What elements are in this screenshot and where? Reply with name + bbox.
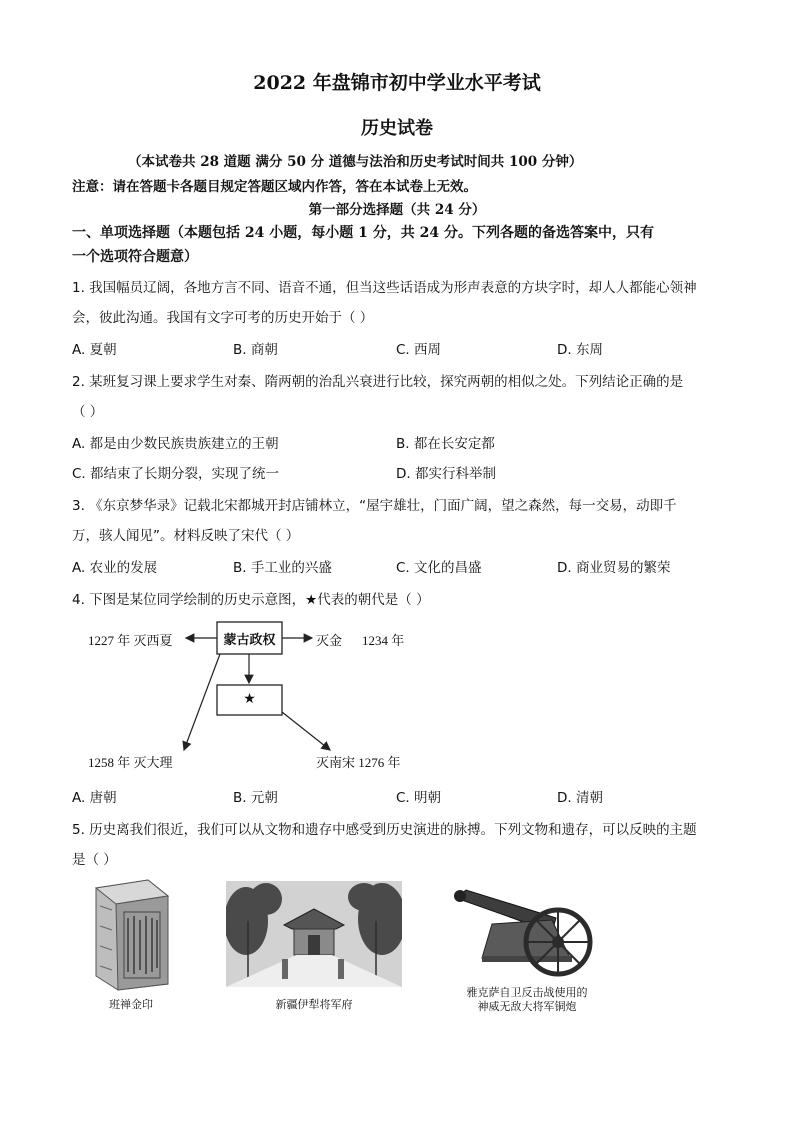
q4-option-c: C. 明朝 <box>396 790 442 806</box>
question-1-line1: 1. 我国幅员辽阔，各地方言不同、语音不通，但当这些话语成为形声表意的方块字时，却人人都能心领神 <box>72 280 697 296</box>
exam-title: 2022 年盘锦市初中学业水平考试 <box>253 72 541 94</box>
q1-option-c: C. 西周 <box>396 342 442 358</box>
q1-option-b: B. 商朝 <box>233 342 278 358</box>
q3-option-c: C. 文化的昌盛 <box>396 560 482 576</box>
label-jin-year: 1234 年 <box>362 633 405 648</box>
q1-option-a: A. 夏朝 <box>72 342 117 358</box>
question-4-line1: 4. 下图是某位同学绘制的历史示意图，★代表的朝代是（ ） <box>72 592 430 608</box>
caption-gold-seal: 班禅金印 <box>109 999 153 1011</box>
part-heading: 第一部分选择题（共 24 分） <box>308 202 486 218</box>
q2-option-c: C. 都结束了长期分裂，实现了统一 <box>72 466 280 482</box>
label-jin: 灭金 <box>316 633 343 648</box>
caption-yili-mansion: 新疆伊犁将军府 <box>275 999 353 1011</box>
star-label: ★ <box>243 692 256 707</box>
caption-cannon-line2: 神威无敌大将军铜炮 <box>477 1001 577 1013</box>
q2-option-a: A. 都是由少数民族贵族建立的王朝 <box>72 436 279 452</box>
question-2-line2: （ ） <box>72 404 104 420</box>
label-nansong: 灭南宋 1276 年 <box>316 755 401 770</box>
q4-option-b: B. 元朝 <box>233 790 278 806</box>
figure-yili-mansion <box>226 881 402 987</box>
q1-option-d: D. 东周 <box>557 342 603 358</box>
arrow-nansong <box>282 712 330 750</box>
q3-option-b: B. 手工业的兴盛 <box>233 560 332 576</box>
exam-subtitle: 历史试卷 <box>361 118 433 139</box>
q3-option-a: A. 农业的发展 <box>72 560 158 576</box>
q4-option-d: D. 清朝 <box>557 790 603 806</box>
question-2-line1: 2. 某班复习课上要求学生对秦、隋两朝的治乱兴衰进行比较，探究两朝的相似之处。下列结论正确的是 <box>72 374 684 390</box>
history-diagram <box>80 612 440 782</box>
label-dali: 1258 年 灭大理 <box>88 755 173 770</box>
center-box-label: 蒙古政权 <box>223 632 276 647</box>
question-5-line2: 是（ ） <box>72 852 117 868</box>
section-heading-line2: 一个选项符合题意） <box>72 249 198 265</box>
caption-cannon-line1: 雅克萨自卫反击战使用的 <box>466 987 588 999</box>
question-1-line2: 会，彼此沟通。我国有文字可考的历史开始于（ ） <box>72 310 374 326</box>
question-3-line2: 万，骇人闻见”。材料反映了宋代（ ） <box>72 528 300 544</box>
q2-option-d: D. 都实行科举制 <box>396 466 496 482</box>
question-5-line1: 5. 历史离我们很近，我们可以从文物和遗存中感受到历史演进的脉搏。下列文物和遗存，可以反映的主题 <box>72 822 697 838</box>
arrow-dali <box>184 654 220 750</box>
q3-option-d: D. 商业贸易的繁荣 <box>557 560 671 576</box>
label-xixia: 1227 年 灭西夏 <box>88 633 173 648</box>
exam-info: （本试卷共 28 道题 满分 50 分 道德与法治和历史考试时间共 100 分钟） <box>128 154 583 170</box>
q4-option-a: A. 唐朝 <box>72 790 117 806</box>
figure-bronze-cannon <box>452 880 602 980</box>
figure-gold-seal <box>88 876 174 994</box>
section-heading-line1: 一、单项选择题（本题包括 24 小题，每小题 1 分，共 24 分。下列各题的备选答案中，只有 <box>72 225 654 241</box>
question-3-line1: 3. 《东京梦华录》记载北宋都城开封店铺林立，“屋宇雄壮，门面广阔，望之森然，每一交易，动即千 <box>72 498 677 514</box>
exam-notice: 注意：请在答题卡各题目规定答题区域内作答，答在本试卷上无效。 <box>72 179 477 195</box>
q2-option-b: B. 都在长安定都 <box>396 436 495 452</box>
